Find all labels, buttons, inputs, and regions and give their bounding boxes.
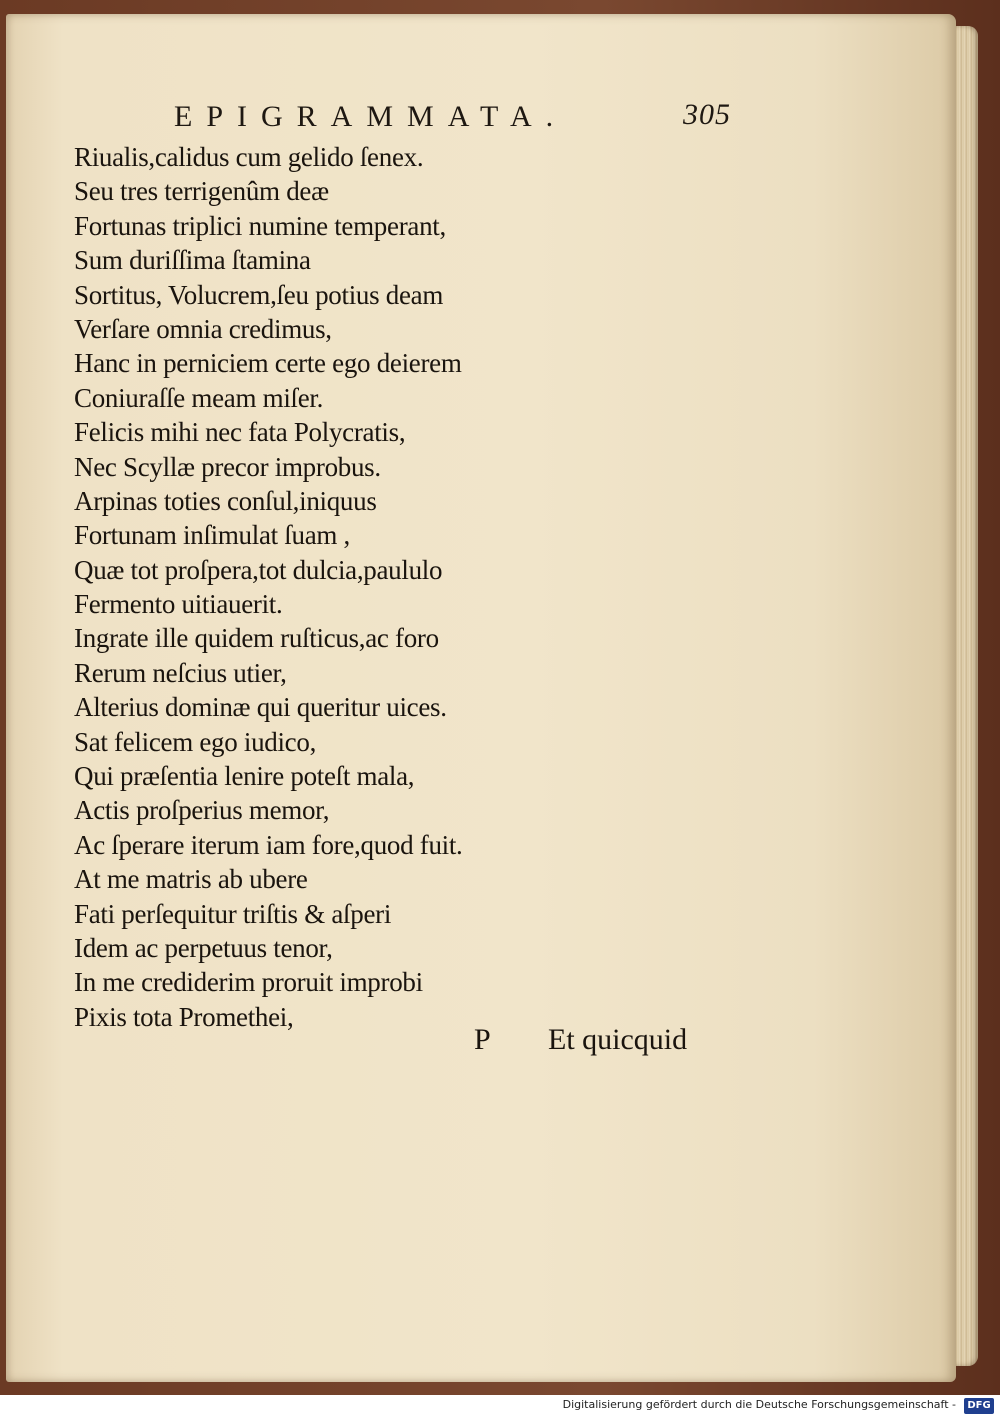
credit-text: Digitalisierung gefördert durch die Deutsche Forschungsgemeinschaft - (562, 1398, 956, 1411)
page-number: 305 (683, 98, 731, 131)
running-head: EPIGRAMMATA. (174, 100, 568, 133)
verse-line: Rerum neſcius utier, (74, 657, 287, 688)
verse-line: Idem ac perpetuus tenor, (74, 932, 333, 963)
verse-line: Actis proſperius memor, (74, 795, 330, 826)
verse-line: Sortitus, Volucrem,ſeu potius deam (74, 279, 444, 310)
verse-list (74, 140, 463, 1034)
verse-line: Felicis mihi nec fata Polycratis, (74, 417, 406, 448)
verse-line: Nec Scyllæ precor improbus. (74, 451, 381, 482)
verse-line: Pixis tota Promethei, (74, 1001, 294, 1032)
verse-line: Coniuraſſe meam miſer. (74, 382, 324, 413)
verse-line: Fati perſequitur triſtis & aſperi (74, 898, 392, 929)
verse-line: Seu tres terrigenûm deæ (74, 176, 329, 207)
signature-mark: P (474, 1023, 491, 1056)
verse-line: Arpinas toties conſul,iniquus (74, 485, 377, 516)
verse-line: Sat felicem ego iudico, (74, 726, 317, 757)
show-through-text (606, 124, 906, 1024)
credit-bar (0, 1395, 1000, 1418)
verse-line: Ingrate ille quidem ruſticus,ac foro (74, 623, 439, 654)
verse-line: Fortunas triplici numine temperant, (74, 210, 446, 241)
verse-line: Alterius dominæ qui queritur uices. (74, 692, 447, 723)
verse-line: Sum duriſſima ſtamina (74, 245, 311, 276)
verse-line: Verſare omnia credimus, (74, 313, 332, 344)
verse-line: Qui præſentia lenire poteſt mala, (74, 761, 415, 792)
verse-line: Fermento uitiauerit. (74, 589, 283, 620)
verse-line: Hanc in perniciem certe ego deierem (74, 348, 462, 379)
dfg-logo-icon[interactable]: DFG (964, 1398, 994, 1414)
verse-line: At me matris ab ubere (74, 864, 308, 895)
verse-line: In me crediderim proruit improbi (74, 967, 423, 998)
catchword: Et quicquid (548, 1023, 688, 1056)
verse-line: Fortunam inſimulat ſuam , (74, 520, 350, 551)
verse-line: Riualis,calidus cum gelido ſenex. (74, 142, 424, 172)
verse-line: Ac ſperare iterum iam fore,quod fuit. (74, 829, 463, 860)
verse-line: Quæ tot proſpera,tot dulcia,paululo (74, 554, 443, 585)
